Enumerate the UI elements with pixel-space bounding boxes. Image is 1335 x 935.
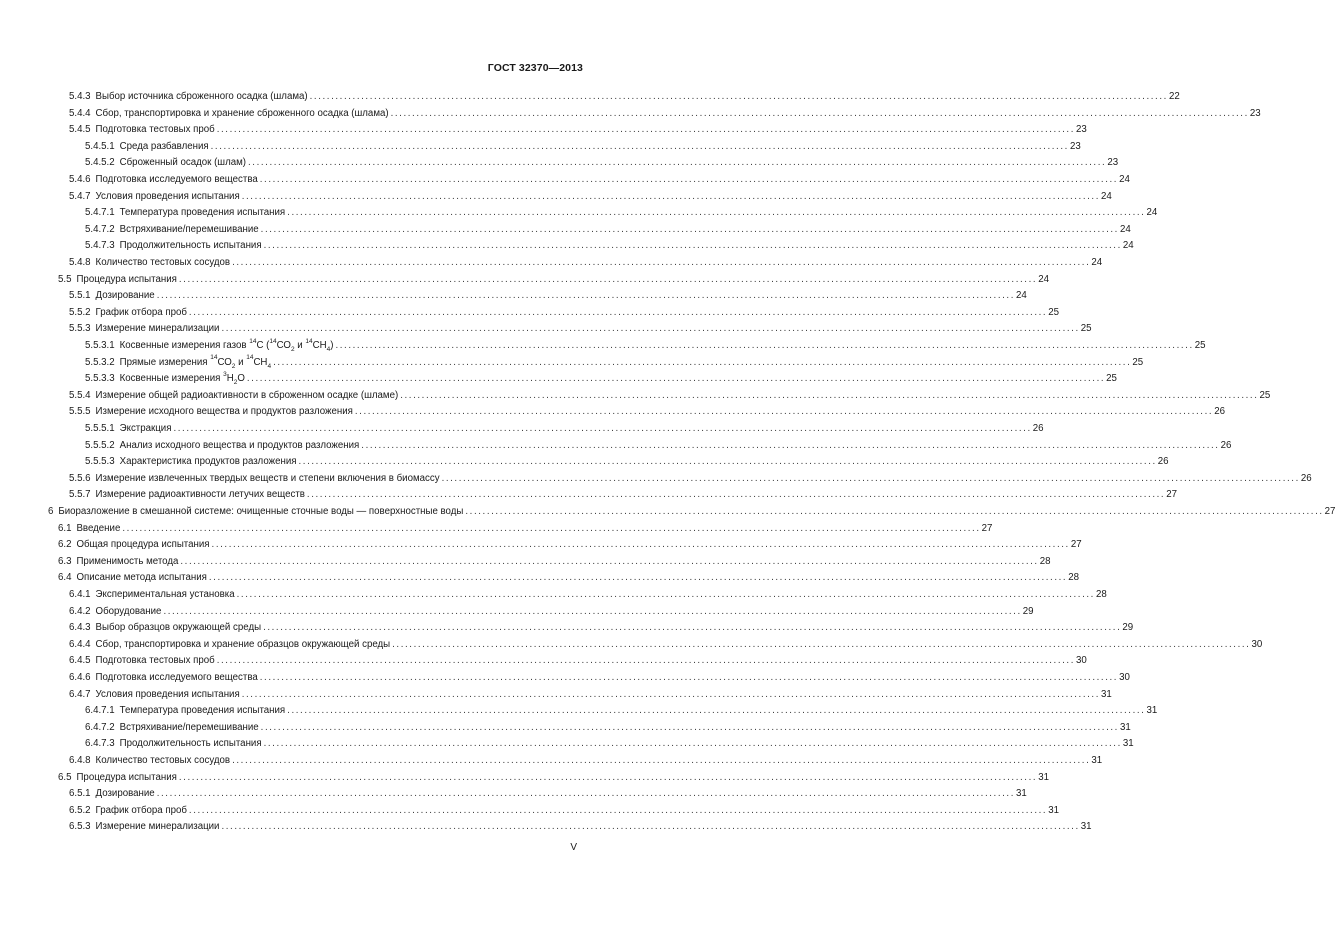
toc-entry-page: 26 xyxy=(1032,423,1044,434)
toc-entry[interactable] xyxy=(69,255,1103,272)
leader-dots: ........................................................................................................................................................................................................ xyxy=(216,655,1076,667)
toc-entry-number: 6.5 xyxy=(58,771,72,783)
toc-entry-page: 26 xyxy=(1214,406,1225,418)
toc-entry[interactable] xyxy=(85,205,1158,222)
toc-entry-number: 6.4.6 xyxy=(69,672,91,683)
title-subscript: 4 xyxy=(326,345,331,353)
toc-entry-number: 5.5.5.1 xyxy=(85,423,115,434)
toc-entry-number: 6.4.7.1 xyxy=(85,705,115,717)
leader-dots: ........................................................................................................................................................................................................ xyxy=(208,572,1068,584)
title-text: Выбор образцов окружающей среды xyxy=(95,622,262,634)
toc-entry-page: 24 xyxy=(1101,190,1112,202)
toc-entry-number: 6.4.7.2 xyxy=(85,721,115,733)
toc-entry-number: 5.4.7.1 xyxy=(85,207,115,219)
title-text: Дозирование xyxy=(95,788,155,800)
toc-entry-title xyxy=(96,604,162,621)
toc-entry-title xyxy=(96,620,262,637)
leader-dots: ........................................................................................................................................................................................................ xyxy=(211,539,1070,551)
toc-entry[interactable] xyxy=(69,388,1271,405)
toc-entry[interactable] xyxy=(58,537,1082,554)
toc-entry-page: 31 xyxy=(1146,705,1158,717)
toc-entry-title xyxy=(76,537,209,554)
leader-dots: ........................................................................................................................................................................................................ xyxy=(241,688,1101,700)
toc-entry-title xyxy=(120,338,334,355)
leader-dots: ........................................................................................................................................................................................................ xyxy=(390,107,1249,119)
leader-dots: ........................................................................................................................................................................................................ xyxy=(263,738,1122,750)
toc-entry-number: 5.5.3.3 xyxy=(85,373,115,385)
title-text: Прямые измерения xyxy=(119,356,211,368)
toc-entry-number: 6.4.4 xyxy=(69,638,91,650)
toc-entry[interactable] xyxy=(69,89,1180,106)
title-text: Дозирование xyxy=(95,290,155,302)
title-text: Сбор, транспортировка и хранение образцов окружающей среды xyxy=(95,638,391,650)
leader-dots: ........................................................................................................................................................................................................ xyxy=(260,223,1119,235)
toc-entry-number: 5.5.5.2 xyxy=(85,439,115,451)
toc-entry-number: 5.5.1 xyxy=(69,290,91,302)
toc-entry-title xyxy=(96,670,258,687)
toc-entry[interactable] xyxy=(69,637,1263,654)
toc-entry-number: 6.2 xyxy=(58,539,72,551)
toc-entry[interactable] xyxy=(85,736,1134,753)
toc-entry-number: 6.5.2 xyxy=(69,804,91,816)
title-text: Условия проведения испытания xyxy=(95,688,240,700)
toc-entry-number: 6.4.1 xyxy=(69,589,91,600)
title-text: График отбора проб xyxy=(95,306,187,318)
toc-entry[interactable] xyxy=(69,471,1312,488)
toc-entry-number: 6.4.2 xyxy=(69,605,91,617)
toc-entry-page: 25 xyxy=(1048,306,1060,318)
toc-entry[interactable] xyxy=(85,222,1131,239)
toc-entry-number: 6.5.1 xyxy=(69,788,91,800)
leader-dots: ........................................................................................................................................................................................................ xyxy=(232,257,1091,268)
leader-dots: ........................................................................................................................................................................................................ xyxy=(248,157,1107,169)
toc-entry-page: 31 xyxy=(1101,688,1112,700)
leader-dots: ........................................................................................................................................................................................................ xyxy=(259,672,1119,683)
toc-entry-title xyxy=(76,272,176,289)
toc-entry-title xyxy=(96,404,353,421)
toc-entry-number: 6.4.7.3 xyxy=(85,738,115,750)
title-text: СО xyxy=(217,356,232,368)
toc-entry-number: 6.1 xyxy=(58,522,72,534)
toc-entry[interactable] xyxy=(69,653,1087,670)
toc-entry-title xyxy=(96,819,220,836)
title-text: Измерение извлеченных твердых веществ и степени включения в биомассу xyxy=(95,472,440,484)
toc-entry-page: 25 xyxy=(1194,340,1206,351)
toc-entry[interactable] xyxy=(85,139,1081,156)
title-supscript: 14 xyxy=(305,337,313,345)
leader-dots: ........................................................................................................................................................................................................ xyxy=(163,605,1022,617)
toc-entry-page: 26 xyxy=(1300,472,1312,484)
toc-entry-page: 25 xyxy=(1106,373,1117,385)
leader-dots: ........................................................................................................................................................................................................ xyxy=(221,323,1080,335)
toc-entry[interactable] xyxy=(69,753,1103,770)
toc-entry-page: 31 xyxy=(1091,755,1103,766)
leader-dots: ........................................................................................................................................................................................................ xyxy=(216,124,1076,136)
title-subscript: 2 xyxy=(231,362,236,370)
leader-dots: ........................................................................................................................................................................................................ xyxy=(287,207,1146,219)
toc-entry-page: 31 xyxy=(1016,788,1027,800)
toc-entry-title xyxy=(76,570,206,587)
toc-entry-title xyxy=(120,454,297,471)
toc-entry-page: 31 xyxy=(1080,821,1092,833)
toc-entry[interactable] xyxy=(69,587,1107,604)
toc-entry-number: 5.5.3 xyxy=(69,323,91,335)
toc-entry-title xyxy=(120,222,259,239)
toc-entry-page: 24 xyxy=(1119,223,1131,235)
toc-entry-title xyxy=(120,720,259,737)
toc-entry-number: 6 xyxy=(48,506,54,517)
leader-dots: ........................................................................................................................................................................................................ xyxy=(156,290,1016,302)
toc-entry-page: 27 xyxy=(981,522,993,534)
toc-entry-page: 28 xyxy=(1068,572,1079,584)
title-supscript: 14 xyxy=(249,337,257,345)
toc-entry-number: 5.4.7.3 xyxy=(85,240,115,252)
leader-dots: ........................................................................................................................................................................................................ xyxy=(306,489,1166,501)
toc-entry-number: 6.4.5 xyxy=(69,655,91,667)
toc-entry-page: 26 xyxy=(1157,456,1169,468)
toc-entry-title xyxy=(76,521,120,538)
toc-entry-page: 30 xyxy=(1076,655,1087,667)
toc-entry-number: 5.5.5 xyxy=(69,406,91,418)
title-text: Подготовка тестовых проб xyxy=(95,124,215,136)
toc-entry[interactable] xyxy=(69,786,1027,803)
toc-entry[interactable] xyxy=(69,288,1027,305)
leader-dots: ........................................................................................................................................................................................................ xyxy=(210,140,1069,152)
toc-entry-page: 24 xyxy=(1146,207,1158,219)
title-text: Косвенные измерения xyxy=(119,373,224,385)
toc-entry-page: 22 xyxy=(1168,91,1180,102)
toc-entry-page: 27 xyxy=(1070,539,1082,551)
toc-entry-title xyxy=(120,238,262,255)
leader-dots: ........................................................................................................................................................................................................ xyxy=(335,340,1194,351)
leader-dots: ........................................................................................................................................................................................................ xyxy=(122,522,981,534)
toc-entry-title xyxy=(96,753,231,770)
title-supscript: 14 xyxy=(246,354,254,362)
title-subscript: 2 xyxy=(233,379,238,387)
toc-entry-number: 5.5.4 xyxy=(69,389,91,401)
leader-dots: ........................................................................................................................................................................................................ xyxy=(309,91,1168,102)
title-text: СО xyxy=(276,340,291,351)
toc-entry[interactable] xyxy=(69,487,1177,504)
leader-dots: ........................................................................................................................................................................................................ xyxy=(180,555,1039,567)
toc-entry-title xyxy=(120,703,286,720)
title-text: Подготовка исследуемого вещества xyxy=(95,672,258,683)
leader-dots: ........................................................................................................................................................................................................ xyxy=(392,638,1251,650)
leader-dots: ........................................................................................................................................................................................................ xyxy=(156,788,1016,800)
title-text: Характеристика продуктов разложения xyxy=(119,456,297,468)
standard-header: ГОСТ 32370—2013 xyxy=(487,62,583,74)
toc-entry-title xyxy=(96,786,155,803)
toc-entry[interactable] xyxy=(69,321,1092,338)
toc-entry-number: 5.4.4 xyxy=(69,107,91,119)
toc-entry-number: 5.4.6 xyxy=(69,174,91,185)
title-subscript: 2 xyxy=(290,345,295,353)
title-text: Экспериментальная установка xyxy=(95,589,235,600)
toc-entry-title xyxy=(96,637,391,654)
toc-entry-page: 28 xyxy=(1095,589,1107,600)
toc-entry-title xyxy=(96,305,187,322)
toc-entry-title xyxy=(58,504,463,521)
toc-entry-page: 31 xyxy=(1048,804,1060,816)
title-text: Температура проведения испытания xyxy=(119,705,286,717)
title-text: и xyxy=(235,356,247,368)
title-text: Биоразложение в смешанной системе: очищенные сточные воды — поверхностные воды xyxy=(58,506,464,517)
toc-entry-number: 6.4 xyxy=(58,572,72,584)
toc-entry-title xyxy=(96,89,308,106)
leader-dots: ........................................................................................................................................................................................................ xyxy=(361,439,1220,451)
toc-entry-page: 31 xyxy=(1038,771,1049,783)
toc-entry[interactable] xyxy=(69,604,1034,621)
toc-entry-page: 24 xyxy=(1038,273,1049,285)
toc-entry-title xyxy=(96,687,240,704)
title-text: Общая процедура испытания xyxy=(76,539,210,551)
toc-entry-title xyxy=(120,736,262,753)
toc-entry-title xyxy=(96,587,235,604)
toc-entry-title xyxy=(120,371,245,388)
toc-entry[interactable] xyxy=(69,189,1112,206)
title-text: Продолжительность испытания xyxy=(119,738,262,750)
toc-entry[interactable] xyxy=(48,504,1335,521)
toc-entry[interactable] xyxy=(85,354,1144,372)
title-text: Выбор источника сброженного осадка (шлама) xyxy=(95,91,308,102)
toc-entry-title xyxy=(96,803,187,820)
toc-entry-number: 5.5.5.3 xyxy=(85,456,115,468)
toc-entry-title xyxy=(96,487,305,504)
leader-dots: ........................................................................................................................................................................................................ xyxy=(273,356,1132,368)
toc-entry-title xyxy=(96,388,399,405)
toc-entry-title xyxy=(96,172,258,189)
toc-entry-title xyxy=(120,205,286,222)
title-text: Введение xyxy=(76,522,121,534)
title-text: Условия проведения испытания xyxy=(95,190,240,202)
toc-entry-title xyxy=(76,554,178,571)
toc-entry-page: 25 xyxy=(1259,389,1271,401)
toc-entry-number: 5.5.2 xyxy=(69,306,91,318)
leader-dots: ........................................................................................................................................................................................................ xyxy=(188,804,1048,816)
leader-dots: ........................................................................................................................................................................................................ xyxy=(178,273,1038,285)
toc-entry-number: 6.3 xyxy=(58,555,72,567)
toc-entry[interactable] xyxy=(85,421,1044,438)
toc-entry-number: 5.5.3.1 xyxy=(85,340,115,351)
title-text: СН xyxy=(312,340,327,351)
toc-entry[interactable] xyxy=(58,272,1049,289)
title-text: О xyxy=(237,373,245,385)
title-text: и xyxy=(294,340,306,351)
toc-entry-page: 24 xyxy=(1122,240,1134,252)
toc-entry-page: 31 xyxy=(1122,738,1134,750)
title-text: Сбор, транспортировка и хранение сброженного осадка (шлама) xyxy=(95,107,389,119)
title-text: Описание метода испытания xyxy=(76,572,207,584)
leader-dots: ........................................................................................................................................................................................................ xyxy=(465,506,1324,517)
leader-dots: ........................................................................................................................................................................................................ xyxy=(188,306,1048,318)
toc-entry[interactable] xyxy=(85,703,1158,720)
toc-entry[interactable] xyxy=(58,570,1079,587)
toc-entry-page: 25 xyxy=(1132,356,1144,368)
toc-entry-number: 5.4.7.2 xyxy=(85,223,115,235)
leader-dots: ........................................................................................................................................................................................................ xyxy=(441,472,1300,484)
title-text: Продолжительность испытания xyxy=(119,240,262,252)
title-text: ) xyxy=(330,340,334,351)
toc-entry-title xyxy=(120,355,271,372)
toc-entry-page: 30 xyxy=(1119,672,1130,683)
leader-dots: ........................................................................................................................................................................................................ xyxy=(178,771,1038,783)
toc-entry[interactable] xyxy=(58,521,993,538)
title-supscript: 14 xyxy=(269,337,277,345)
toc-entry[interactable] xyxy=(69,803,1060,820)
leader-dots: ........................................................................................................................................................................................................ xyxy=(263,622,1122,634)
leader-dots: ........................................................................................................................................................................................................ xyxy=(298,456,1157,468)
title-text: Применимость метода xyxy=(76,555,179,567)
toc-entry[interactable] xyxy=(85,155,1119,172)
title-text: Косвенные измерения газов xyxy=(119,340,250,351)
toc-entry-number: 6.5.3 xyxy=(69,821,91,833)
leader-dots: ........................................................................................................................................................................................................ xyxy=(260,721,1119,733)
toc-entry[interactable] xyxy=(69,122,1087,139)
title-text: С ( xyxy=(256,340,270,351)
toc-entry-title xyxy=(96,122,215,139)
toc-entry-page: 24 xyxy=(1016,290,1027,302)
toc-entry-page: 27 xyxy=(1324,506,1335,517)
title-text: Процедура испытания xyxy=(76,771,177,783)
toc-entry-page: 24 xyxy=(1119,174,1130,185)
toc-entry[interactable] xyxy=(85,337,1206,355)
title-text: Количество тестовых сосудов xyxy=(95,755,231,766)
title-text: Подготовка исследуемого вещества xyxy=(95,174,258,185)
toc-entry-number: 6.4.3 xyxy=(69,622,91,634)
toc-entry-title xyxy=(96,288,155,305)
leader-dots: ........................................................................................................................................................................................................ xyxy=(354,406,1214,418)
leader-dots: ........................................................................................................................................................................................................ xyxy=(259,174,1119,185)
toc-entry[interactable] xyxy=(85,454,1169,471)
toc-entry[interactable] xyxy=(85,238,1134,255)
title-text: Измерение радиоактивности летучих веществ xyxy=(95,489,305,501)
title-text: Оборудование xyxy=(95,605,162,617)
leader-dots: ........................................................................................................................................................................................................ xyxy=(232,755,1091,766)
leader-dots: ........................................................................................................................................................................................................ xyxy=(400,389,1259,401)
title-text: Сброженный осадок (шлам) xyxy=(119,157,246,169)
title-text: Температура проведения испытания xyxy=(119,207,286,219)
toc-entry-number: 6.4.8 xyxy=(69,755,91,766)
toc-entry-title xyxy=(120,438,360,455)
toc-entry-number: 5.4.5 xyxy=(69,124,91,136)
title-text: Измерение общей радиоактивности в сброженном осадке (шламе) xyxy=(95,389,399,401)
toc-entry-number: 6.4.7 xyxy=(69,688,91,700)
toc-entry-page: 29 xyxy=(1022,605,1034,617)
title-text: Подготовка тестовых проб xyxy=(95,655,215,667)
toc-entry-page: 23 xyxy=(1076,124,1087,136)
title-text: Измерение исходного вещества и продуктов разложения xyxy=(95,406,353,418)
toc-entry[interactable] xyxy=(58,554,1051,571)
toc-entry-title xyxy=(76,770,176,787)
title-text: Экстракция xyxy=(119,423,172,434)
toc-entry-number: 5.5.6 xyxy=(69,472,91,484)
toc-entry-title xyxy=(96,189,240,206)
title-text: Измерение минерализации xyxy=(95,821,220,833)
toc-entry-number: 5.4.5.2 xyxy=(85,157,115,169)
toc-entry-page: 29 xyxy=(1122,622,1134,634)
toc-entry-page: 24 xyxy=(1091,257,1103,268)
leader-dots: ........................................................................................................................................................................................................ xyxy=(236,589,1095,600)
toc-entry-title xyxy=(96,321,220,338)
title-text: Процедура испытания xyxy=(76,273,177,285)
toc-entry-number: 5.4.3 xyxy=(69,91,91,102)
toc-entry[interactable] xyxy=(69,687,1112,704)
toc-entry-page: 23 xyxy=(1249,107,1261,119)
toc-entry[interactable] xyxy=(69,819,1092,836)
toc-entry-page: 27 xyxy=(1166,489,1177,501)
leader-dots: ........................................................................................................................................................................................................ xyxy=(241,190,1101,202)
title-subscript: 4 xyxy=(267,362,272,370)
toc-entry[interactable] xyxy=(58,770,1049,787)
toc-entry-title xyxy=(120,139,209,156)
toc-entry-title xyxy=(120,421,172,438)
leader-dots: ........................................................................................................................................................................................................ xyxy=(221,821,1080,833)
leader-dots: ........................................................................................................................................................................................................ xyxy=(263,240,1122,252)
title-text: Анализ исходного вещества и продуктов разложения xyxy=(119,439,360,451)
title-supscript: 3 xyxy=(223,370,227,378)
title-text: Встряхивание/перемешивание xyxy=(119,223,259,235)
title-text: Н xyxy=(226,373,234,385)
leader-dots: ........................................................................................................................................................................................................ xyxy=(287,705,1146,717)
toc-entry[interactable] xyxy=(69,305,1060,322)
title-supscript: 14 xyxy=(210,354,218,362)
toc-entry-title xyxy=(96,653,215,670)
title-text: Встряхивание/перемешивание xyxy=(119,721,259,733)
toc-entry-page: 23 xyxy=(1069,140,1081,152)
toc-entry-page: 23 xyxy=(1107,157,1119,169)
title-text: Количество тестовых сосудов xyxy=(95,257,231,268)
toc-entry-title xyxy=(96,255,231,272)
toc-entry[interactable] xyxy=(85,438,1232,455)
toc-entry[interactable] xyxy=(69,172,1130,189)
toc-entry[interactable] xyxy=(69,106,1261,123)
toc-entry-title xyxy=(120,155,246,172)
toc-entry-number: 5.5.3.2 xyxy=(85,356,115,368)
toc-entry-number: 5.5.7 xyxy=(69,489,91,501)
title-text: СН xyxy=(253,356,268,368)
toc-entry[interactable] xyxy=(69,620,1134,637)
leader-dots: ........................................................................................................................................................................................................ xyxy=(173,423,1032,434)
leader-dots: ........................................................................................................................................................................................................ xyxy=(246,373,1106,385)
title-text: Среда разбавления xyxy=(119,140,209,152)
toc-entry-number: 5.4.8 xyxy=(69,257,91,268)
toc-entry-title xyxy=(96,106,389,123)
toc-entry[interactable] xyxy=(69,404,1225,421)
page-number-roman: V xyxy=(570,842,577,853)
toc-entry-page: 30 xyxy=(1251,638,1263,650)
toc-entry[interactable] xyxy=(69,670,1130,687)
toc-entry-page: 26 xyxy=(1220,439,1232,451)
toc-entry-page: 31 xyxy=(1119,721,1131,733)
toc-entry-number: 5.4.7 xyxy=(69,190,91,202)
toc-entry[interactable] xyxy=(85,370,1117,388)
toc-entry-number: 5.5 xyxy=(58,273,72,285)
title-text: Измерение минерализации xyxy=(95,323,220,335)
toc-entry-title xyxy=(96,471,440,488)
toc-entry-page: 28 xyxy=(1039,555,1051,567)
toc-entry-page: 25 xyxy=(1080,323,1092,335)
toc-entry[interactable] xyxy=(85,720,1131,737)
title-text: График отбора проб xyxy=(95,804,187,816)
toc-entry-number: 5.4.5.1 xyxy=(85,140,115,152)
